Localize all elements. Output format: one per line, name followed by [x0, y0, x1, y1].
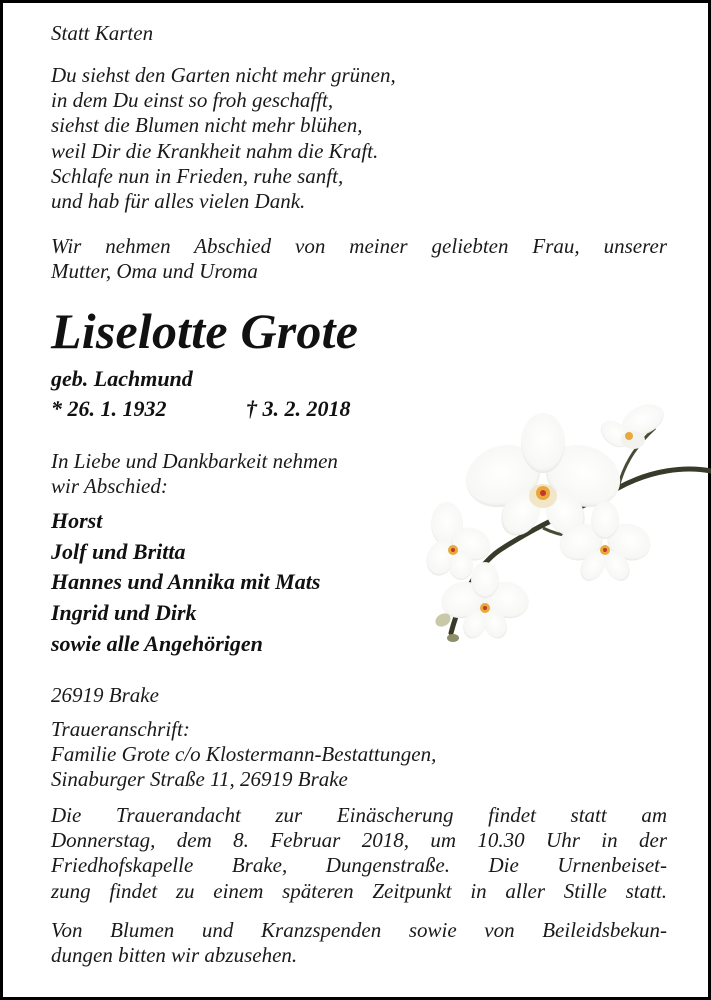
maiden-name: geb. Lachmund — [51, 366, 193, 391]
address-line: Familie Grote c/o Klostermann-Bestattungen, — [51, 742, 437, 767]
service-line: Die Trauerandacht zur Einäscherung findet statt am — [51, 803, 667, 827]
farewell-intro-end — [51, 259, 258, 284]
service-line: Friedhofskapelle Brake, Dungenstraße. Die Urnenbeiset- — [51, 853, 667, 878]
poem-line: und hab für alles vielen Dank. — [51, 189, 306, 214]
poem-line: Du siehst den Garten nicht mehr grünen, — [51, 63, 396, 87]
death-date: † 3. 2. 2018 — [246, 396, 351, 421]
life-dates — [51, 394, 351, 423]
mourners-intro — [51, 449, 338, 499]
poem-line: weil Dir die Krankheit nahm die Kraft. — [51, 138, 379, 163]
service-line: Donnerstag, dem 8. Februar 2018, um 10.30 Uhr in der — [51, 828, 667, 853]
service-line: zung findet zu einem späteren Zeitpunkt in aller Stille statt. — [51, 878, 667, 903]
place: 26919 Brake — [51, 683, 159, 707]
mourner: Hannes und Annika mit Mats — [51, 569, 321, 595]
address-line: Traueranschrift: — [51, 717, 190, 741]
requests-end — [51, 943, 297, 968]
mourners-intro-line: wir Abschied: — [51, 474, 168, 499]
mourner: Jolf und Britta — [51, 538, 186, 564]
birth-date: * 26. 1. 1932 — [51, 396, 167, 421]
address-line: Sinaburger Straße 11, 26919 Brake — [51, 767, 348, 792]
poem-line: siehst die Blumen nicht mehr blühen, — [51, 113, 363, 138]
requests — [51, 918, 667, 943]
request-line: dungen bitten wir abzusehen. — [51, 943, 298, 967]
mourners-list — [51, 506, 320, 660]
deceased-name: Liselotte Grote — [51, 303, 359, 359]
mourning-address — [51, 717, 436, 793]
mourner: Horst — [51, 508, 103, 533]
header-note: Statt Karten — [51, 21, 154, 45]
farewell-line: Wir nehmen Abschied von meiner geliebten Frau, unserer — [51, 234, 667, 258]
poem — [51, 63, 396, 214]
farewell-intro — [51, 234, 667, 259]
farewell-line: Mutter, Oma und Uroma — [51, 259, 258, 283]
orchid-icon — [423, 388, 711, 653]
mourners-intro-line: In Liebe und Dankbarkeit nehmen — [51, 449, 338, 473]
request-line: Von Blumen und Kranzspenden sowie von Beileidsbekun- — [51, 918, 667, 942]
poem-line: in dem Du einst so froh geschafft, — [51, 88, 334, 113]
mourner: Ingrid und Dirk — [51, 600, 197, 626]
mourner: sowie alle Angehörigen — [51, 630, 263, 656]
service-info — [51, 803, 667, 904]
poem-line: Schlafe nun in Frieden, ruhe sanft, — [51, 163, 344, 188]
